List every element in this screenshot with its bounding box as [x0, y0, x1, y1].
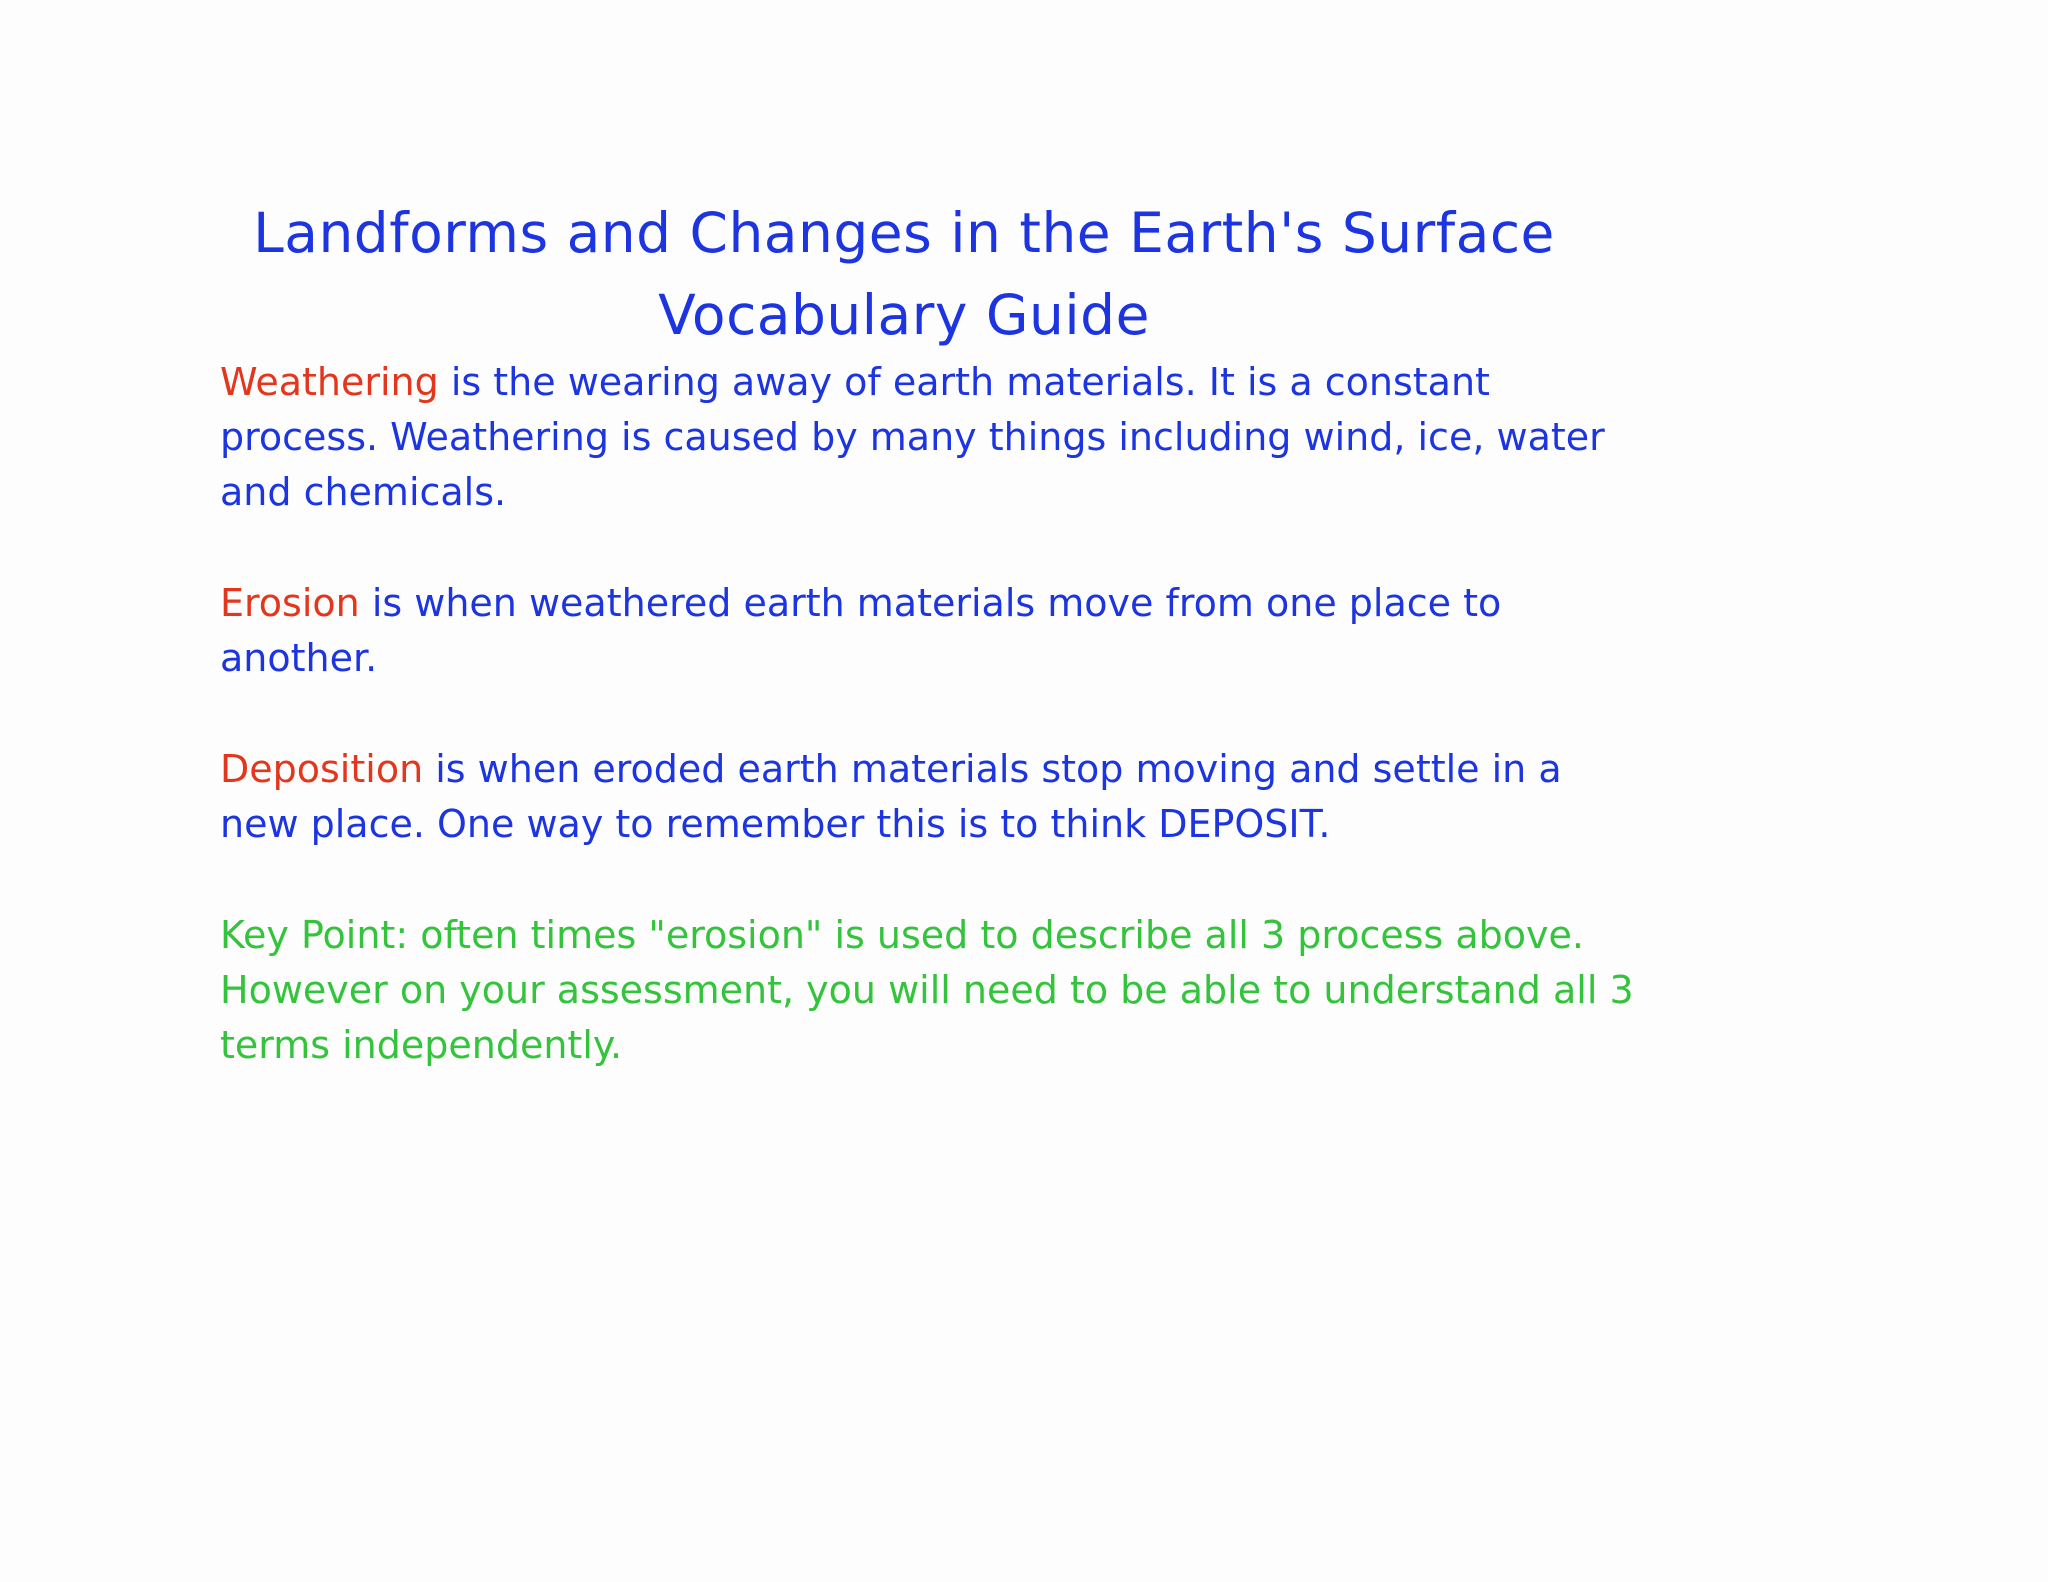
- page-subtitle: Vocabulary Guide: [658, 283, 1150, 347]
- definition-deposition: [220, 742, 1640, 852]
- definition-text-weathering: is the wearing away of earth materials. It is a constant process. Weathering is caused by many things including wind, ice, water and chemicals.: [220, 360, 1605, 514]
- key-point: Key Point: often times "erosion" is used to describe all 3 process above. However on your assessment, you will need to be able to understand all 3 terms independently.: [220, 913, 1634, 1067]
- definition-erosion: [220, 576, 1640, 686]
- page-title: Landforms and Changes in the Earth's Surface: [253, 201, 1555, 265]
- term-erosion: Erosion: [220, 581, 360, 625]
- definition-weathering: [220, 355, 1640, 520]
- term-deposition: Deposition: [220, 747, 424, 791]
- term-weathering: Weathering: [220, 360, 439, 404]
- definition-text-erosion: is when weathered earth materials move from one place to another.: [220, 581, 1502, 680]
- definition-text-deposition: is when eroded earth materials stop moving and settle in a new place. One way to remember this is to think DEPOSIT.: [220, 747, 1562, 846]
